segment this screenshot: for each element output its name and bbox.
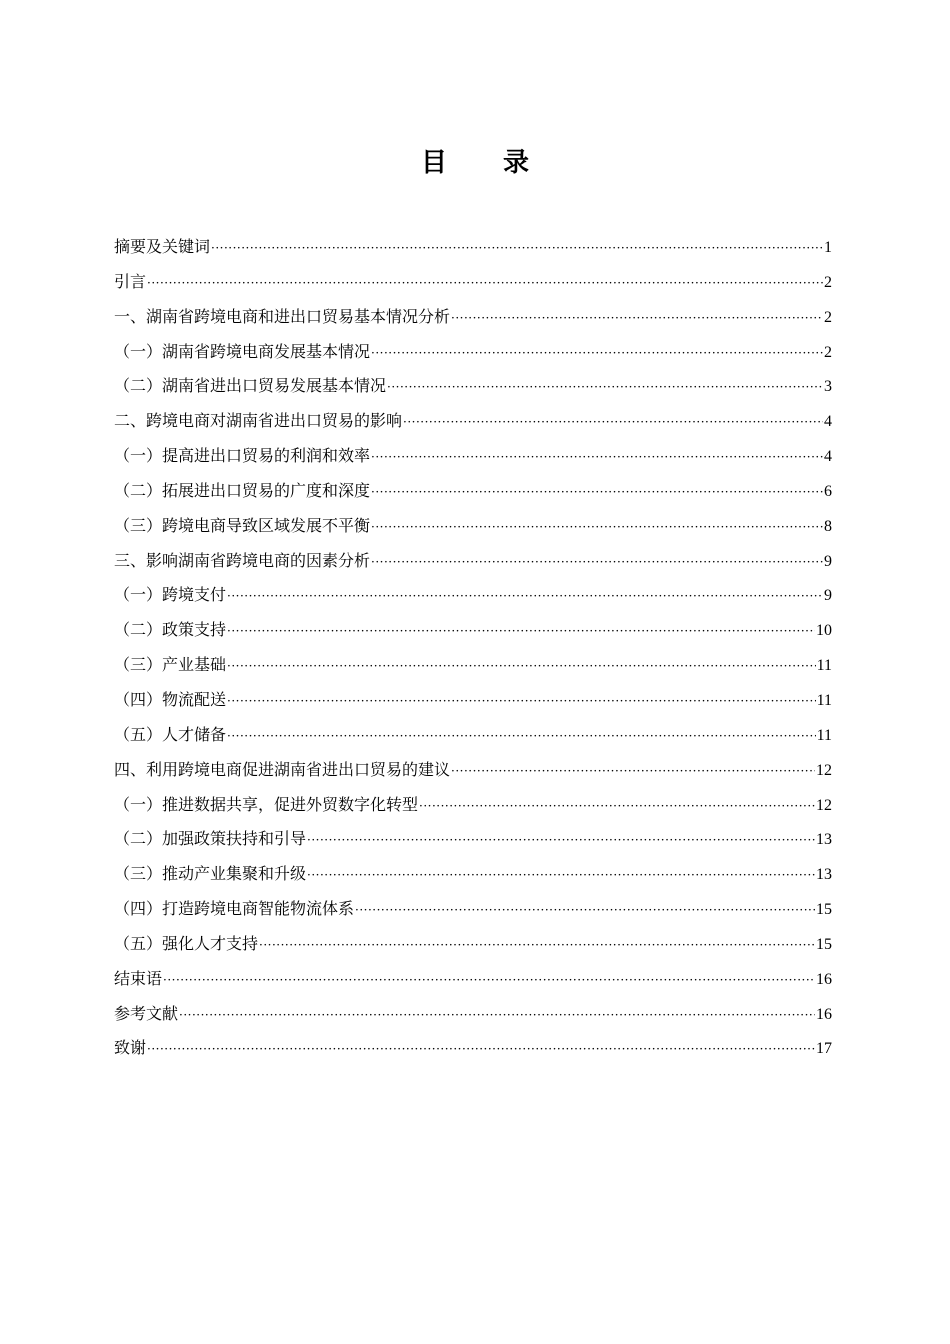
toc-entry[interactable] [114, 685, 832, 720]
toc-entry-label: 一、湖南省跨境电商和进出口贸易基本情况分析 [114, 306, 451, 326]
toc-dot-leader [371, 547, 823, 577]
toc-entry[interactable] [114, 232, 832, 267]
toc-page-number: 4 [824, 413, 832, 431]
toc-entry[interactable] [114, 894, 832, 929]
toc-page-number: 16 [816, 1005, 832, 1023]
toc-dot-leader [371, 442, 823, 472]
toc-entry[interactable] [114, 824, 832, 859]
page-title [0, 146, 950, 180]
toc-dot-leader [259, 930, 815, 960]
toc-page-number: 15 [816, 901, 832, 919]
toc-dot-leader [147, 268, 823, 298]
toc-entry[interactable] [114, 580, 832, 615]
toc-entry-label: 摘要及关键词 [114, 237, 211, 256]
toc-entry[interactable] [114, 476, 832, 511]
title-char-2: 录 [503, 148, 530, 178]
toc-entry-label: （一）湖南省跨境电商发展基本情况 [114, 341, 371, 361]
toc-entry-label: 结束语 [114, 968, 163, 988]
toc-entry-label: （一）推进数据共享，促进外贸数字化转型 [114, 794, 419, 814]
toc-entry-label: （五）强化人才支持 [114, 933, 259, 953]
toc-dot-leader [179, 1000, 815, 1030]
toc-page-number: 11 [816, 726, 832, 744]
toc-dot-leader [227, 721, 816, 751]
toc-page-number: 13 [816, 866, 832, 884]
toc-page-number: 12 [816, 796, 832, 814]
toc-page-number: 2 [824, 273, 832, 291]
toc-entry[interactable] [114, 267, 832, 302]
title-char-1: 目 [420, 148, 447, 178]
toc-entry[interactable] [114, 1033, 832, 1068]
toc-entry-label: （二）加强政策扶持和引导 [114, 829, 307, 849]
toc-entry[interactable] [114, 720, 832, 755]
toc-entry[interactable] [114, 511, 832, 546]
toc-entry[interactable] [114, 929, 832, 964]
toc-entry-label: 四、利用跨境电商促进湖南省进出口贸易的建议 [114, 759, 451, 779]
toc-dot-leader [227, 651, 816, 681]
toc-entry-label: （三）推动产业集聚和升级 [114, 864, 307, 884]
toc-entry-label: （四）物流配送 [114, 689, 227, 709]
toc-page-number: 4 [824, 448, 832, 466]
toc-entry-label: （一）提高进出口贸易的利润和效率 [114, 446, 371, 466]
toc-page-number: 6 [824, 482, 832, 500]
toc-dot-leader [227, 686, 816, 716]
toc-entry-label: 三、影响湖南省跨境电商的因素分析 [114, 550, 371, 570]
toc-entry-label: 致谢 [114, 1038, 147, 1058]
toc-dot-leader [307, 825, 815, 855]
toc-entry[interactable] [114, 859, 832, 894]
toc-entry-label: （三）产业基础 [114, 655, 227, 675]
toc-dot-leader [147, 1034, 815, 1064]
toc-page-number: 9 [824, 552, 832, 570]
toc-page-number: 15 [816, 935, 832, 953]
toc-entry[interactable] [114, 790, 832, 825]
toc-page-number: 12 [816, 761, 832, 779]
toc-page-number: 3 [824, 378, 832, 396]
toc-dot-leader [355, 895, 815, 925]
toc-entry[interactable] [114, 371, 832, 406]
toc-dot-leader [211, 233, 823, 263]
toc-entry-label: 参考文献 [114, 1003, 179, 1023]
toc-dot-leader [307, 860, 815, 890]
toc-entry-label: （二）湖南省进出口贸易发展基本情况 [114, 376, 387, 396]
toc-dot-leader [451, 303, 823, 333]
toc-page-number: 17 [816, 1040, 832, 1058]
toc-entry[interactable] [114, 964, 832, 999]
toc-entry[interactable] [114, 406, 832, 441]
toc-page-number: 2 [824, 343, 832, 361]
toc-entry-label: （五）人才储备 [114, 724, 227, 744]
toc-entry[interactable] [114, 999, 832, 1034]
table-of-contents [114, 232, 832, 1068]
toc-page-number: 1 [824, 239, 832, 256]
toc-entry[interactable] [114, 755, 832, 790]
toc-entry[interactable] [114, 337, 832, 372]
toc-entry[interactable] [114, 546, 832, 581]
toc-entry-label: （三）跨境电商导致区域发展不平衡 [114, 515, 371, 535]
toc-page-number: 11 [816, 691, 832, 709]
toc-dot-leader [227, 581, 823, 611]
toc-entry-label: （四）打造跨境电商智能物流体系 [114, 899, 355, 919]
toc-dot-leader [403, 407, 823, 437]
toc-page-number: 8 [824, 517, 832, 535]
toc-dot-leader [419, 791, 815, 821]
toc-dot-leader [371, 477, 823, 507]
toc-entry-label: （一）跨境支付 [114, 585, 227, 605]
toc-dot-leader [387, 372, 823, 402]
toc-entry[interactable] [114, 615, 832, 650]
toc-entry[interactable] [114, 302, 832, 337]
toc-dot-leader [227, 616, 815, 646]
toc-entry[interactable] [114, 650, 832, 685]
toc-dot-leader [371, 512, 823, 542]
toc-entry-label: （二）政策支持 [114, 620, 227, 640]
toc-page-number: 16 [816, 970, 832, 988]
toc-page-number: 10 [816, 622, 832, 640]
toc-dot-leader [163, 965, 815, 995]
toc-page-number: 13 [816, 831, 832, 849]
toc-dot-leader [451, 756, 815, 786]
toc-entry-label: （二）拓展进出口贸易的广度和深度 [114, 480, 371, 500]
toc-dot-leader [371, 338, 823, 368]
toc-entry-label: 二、跨境电商对湖南省进出口贸易的影响 [114, 411, 403, 431]
toc-page-number: 2 [824, 308, 832, 326]
toc-page-number: 11 [816, 657, 832, 675]
toc-entry[interactable] [114, 441, 832, 476]
toc-entry-label: 引言 [114, 271, 147, 291]
toc-page-number: 9 [824, 587, 832, 605]
